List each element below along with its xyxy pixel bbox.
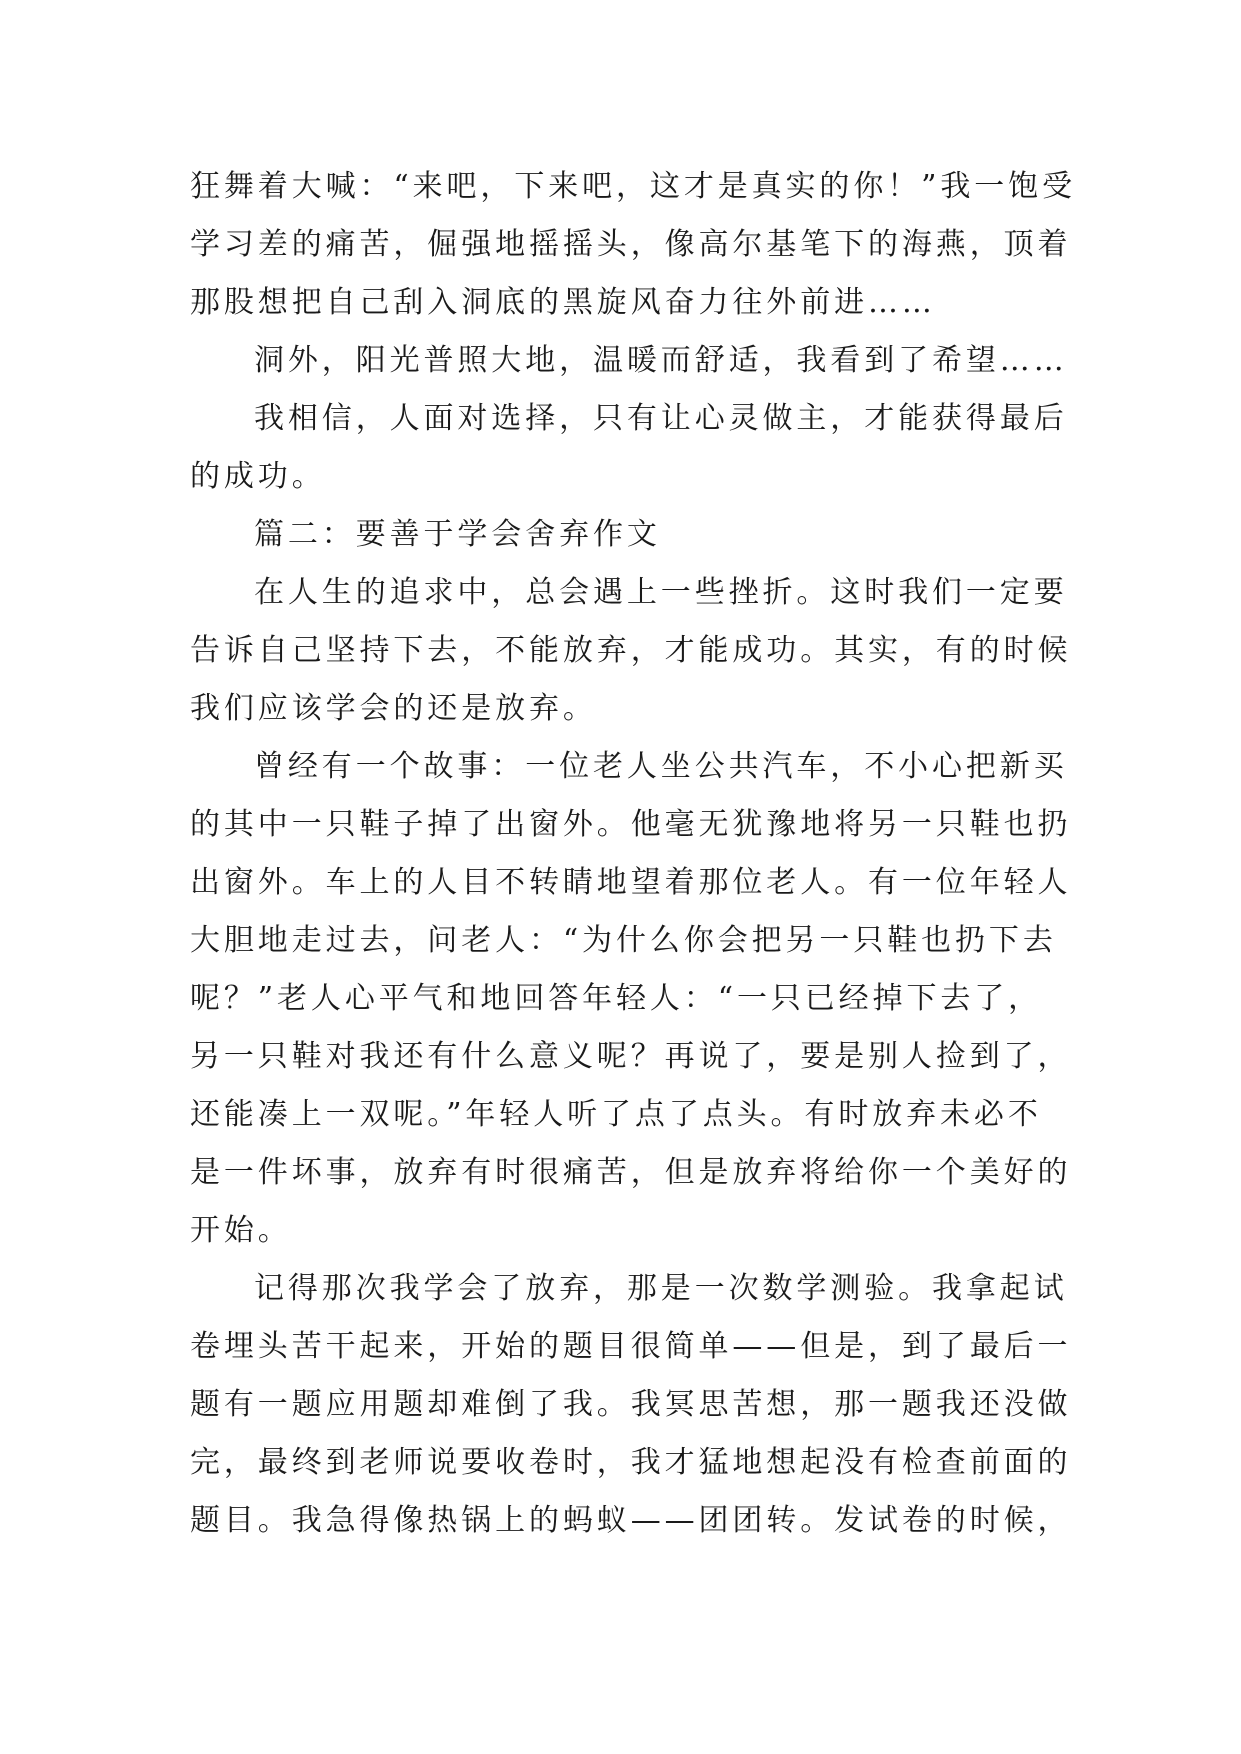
text-line: 我们应该学会的还是放弃。 [190, 691, 597, 726]
text-line: 大胆地走过去，问老人：“为什么你会把另一只鞋也扔下去 [190, 923, 1057, 958]
text-line: 我相信，人面对选择，只有让心灵做主，才能获得最后 [254, 401, 1068, 436]
text-line: 洞外，阳光普照大地，温暖而舒适，我看到了希望…… [254, 343, 1068, 378]
text-line: 还能凑上一双呢。”年轻人听了点了点头。有时放弃未必不 [190, 1097, 1042, 1132]
document-body [190, 158, 1076, 1550]
text-line: 告诉自己坚持下去，不能放弃，才能成功。其实，有的时候 [190, 633, 1072, 668]
text-line: 是一件坏事，放弃有时很痛苦，但是放弃将给你一个美好的 [190, 1155, 1072, 1190]
text-line: 学习差的痛苦，倔强地摇摇头，像高尔基笔下的海燕，顶着 [190, 227, 1072, 262]
text-line: 曾经有一个故事：一位老人坐公共汽车，不小心把新买 [254, 749, 1068, 784]
text-line: 出窗外。车上的人目不转睛地望着那位老人。有一位年轻人 [190, 865, 1072, 900]
text-line: 的成功。 [190, 459, 326, 494]
text-line: 那股想把自己刮入洞底的黑旋风奋力往外前进…… [190, 285, 936, 320]
text-line: 题有一题应用题却难倒了我。我冥思苦想，那一题我还没做 [190, 1387, 1072, 1422]
text-line: 呢？”老人心平气和地回答年轻人：“一只已经掉下去了， [190, 981, 1043, 1016]
text-line: 记得那次我学会了放弃，那是一次数学测验。我拿起试 [254, 1271, 1068, 1306]
section-heading: 篇二：要善于学会舍弃作文 [254, 517, 661, 552]
text-line: 在人生的追求中，总会遇上一些挫折。这时我们一定要 [254, 575, 1068, 610]
text-line: 狂舞着大喊：“来吧，下来吧，这才是真实的你！”我一饱受 [190, 169, 1076, 204]
text-line: 题目。我急得像热锅上的蚂蚁——团团转。发试卷的时候， [190, 1503, 1072, 1538]
text-line: 卷埋头苦干起来，开始的题目很简单——但是，到了最后一 [190, 1329, 1072, 1364]
text-line: 开始。 [190, 1213, 292, 1248]
text-line: 的其中一只鞋子掉了出窗外。他毫无犹豫地将另一只鞋也扔 [190, 807, 1072, 842]
text-line: 完，最终到老师说要收卷时，我才猛地想起没有检查前面的 [190, 1445, 1072, 1480]
text-line: 另一只鞋对我还有什么意义呢？再说了，要是别人捡到了， [190, 1039, 1072, 1074]
